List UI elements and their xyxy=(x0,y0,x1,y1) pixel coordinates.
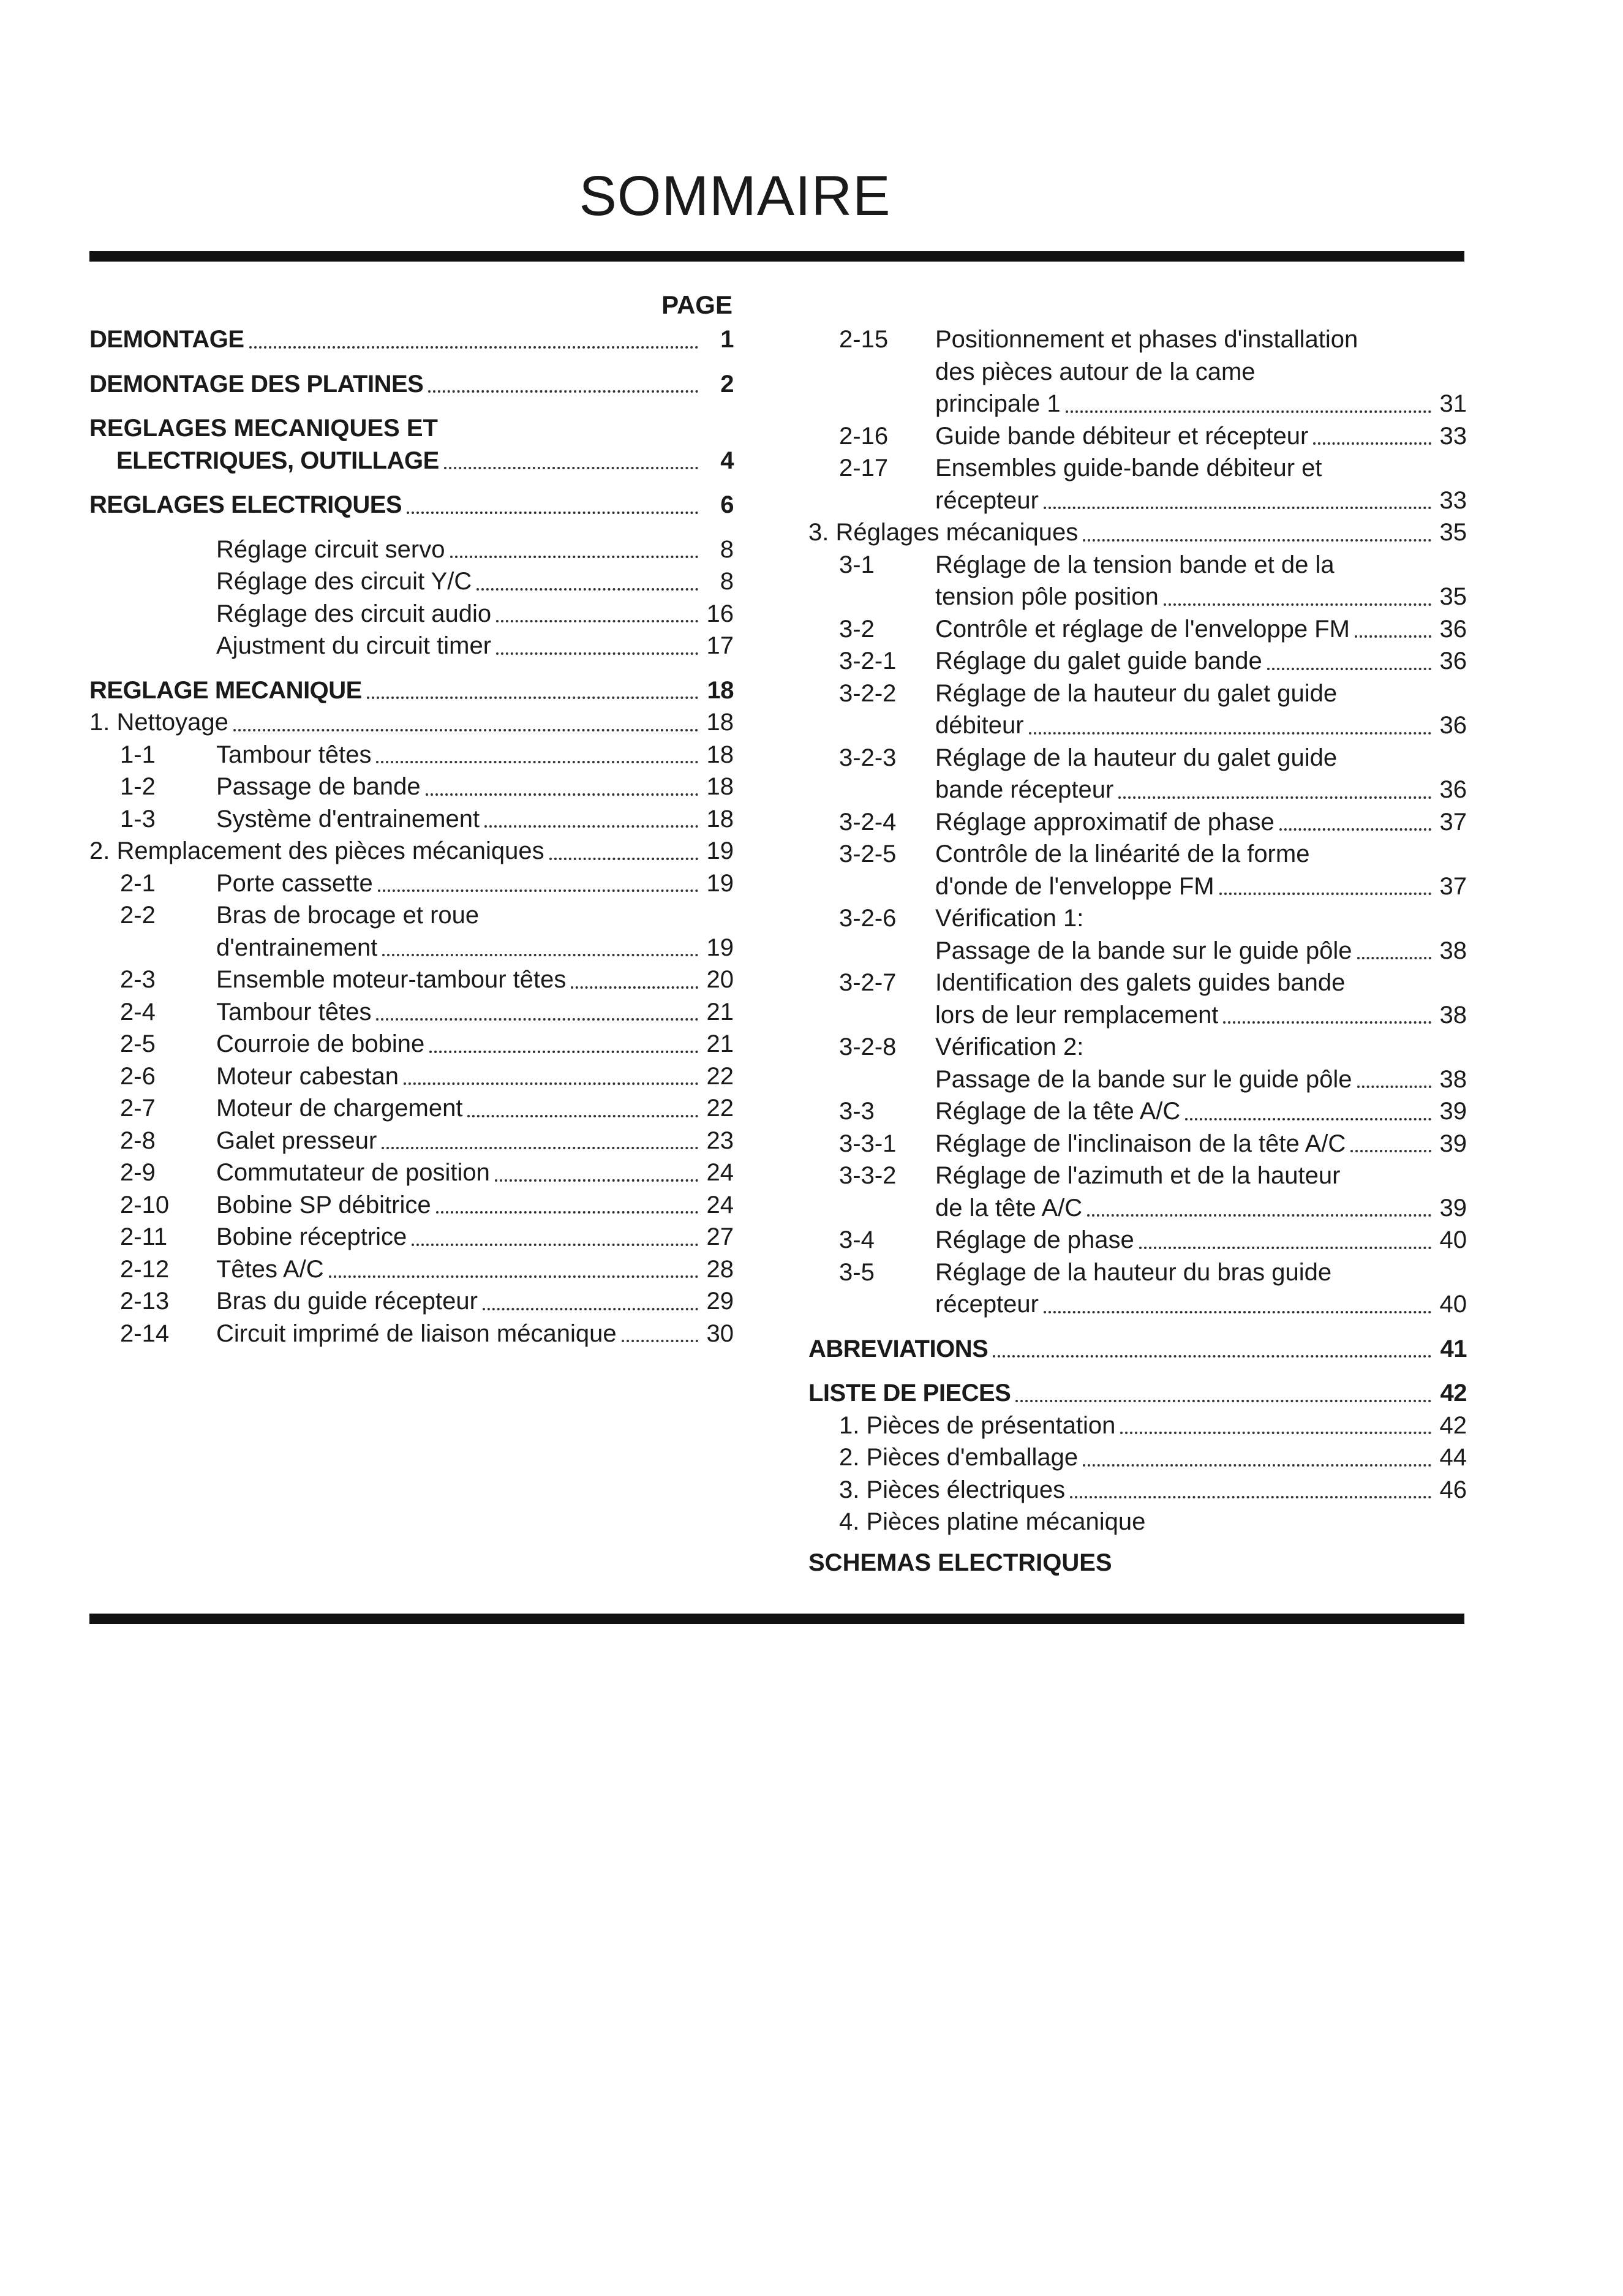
toc-entry-2-5[interactable]: 2-5 Courroie de bobine 21 xyxy=(120,1030,734,1057)
toc-entry-pieces-presentation[interactable]: 1. Pièces de présentation 42 xyxy=(839,1411,1467,1439)
toc-entry-3-2-3-line1: 3-2-3 Réglage de la hauteur du galet guide xyxy=(839,744,1338,771)
toc-entry-3-2-5[interactable]: d'onde de l'enveloppe FM 37 xyxy=(935,872,1467,900)
page-column-header: PAGE xyxy=(661,290,732,319)
toc-entry-3-2-5-line1: 3-2-5 Contrôle de la linéarité de la forme xyxy=(839,840,1310,867)
toc-entry-3-4[interactable]: 3-4 Réglage de phase 40 xyxy=(839,1226,1467,1253)
toc-entry-1-3[interactable]: 1-3 Système d'entrainement 18 xyxy=(120,805,734,833)
toc-entry-3-2-7-line1: 3-2-7 Identification des galets guides bande xyxy=(839,969,1346,996)
toc-entry-2-16[interactable]: 2-16 Guide bande débiteur et récepteur 33 xyxy=(839,422,1467,450)
toc-entry-schemas-electriques[interactable]: SCHEMAS ELECTRIQUES xyxy=(808,1549,1112,1576)
toc-entry-2-11[interactable]: 2-11 Bobine réceptrice 27 xyxy=(120,1223,734,1250)
toc-entry-2-4[interactable]: 2-4 Tambour têtes 21 xyxy=(120,998,734,1025)
toc-entry-2-14[interactable]: 2-14 Circuit imprimé de liaison mécanique 30 xyxy=(120,1320,734,1347)
toc-entry-3-2-7[interactable]: lors de leur remplacement 38 xyxy=(935,1001,1467,1029)
toc-entry-reglage-mecanique[interactable]: REGLAGE MECANIQUE 18 xyxy=(89,676,734,704)
toc-entry-3-5-line1: 3-5 Réglage de la hauteur du bras guide xyxy=(839,1258,1332,1286)
toc-entry-3-2-3[interactable]: bande récepteur 36 xyxy=(935,776,1467,803)
toc-entry-3-2-8[interactable]: Passage de la bande sur le guide pôle 38 xyxy=(935,1065,1467,1093)
toc-entry-nettoyage[interactable]: 1. Nettoyage 18 xyxy=(89,709,734,736)
toc-entry-reglages-meca-elec[interactable]: ELECTRIQUES, OUTILLAGE 4 xyxy=(116,447,734,474)
toc-entry-demontage[interactable]: DEMONTAGE 1 xyxy=(89,326,734,353)
toc-entry-pieces-electriques[interactable]: 3. Pièces électriques 46 xyxy=(839,1476,1467,1503)
toc-entry-3-1[interactable]: tension pôle position 35 xyxy=(935,583,1467,610)
toc-entry-2-8[interactable]: 2-8 Galet presseur 23 xyxy=(120,1127,734,1154)
toc-entry-3-2-6-line1: 3-2-6 Vérification 1: xyxy=(839,905,1084,932)
toc-entry-3-2-4[interactable]: 3-2-4 Réglage approximatif de phase 37 xyxy=(839,808,1467,836)
toc-entry-pieces-platine[interactable]: 4. Pièces platine mécanique xyxy=(839,1508,1146,1535)
toc-entry-3-3-2-line1: 3-3-2 Réglage de l'azimuth et de la hauteur xyxy=(839,1162,1341,1189)
toc-entry-3-2-2-line1: 3-2-2 Réglage de la hauteur du galet guide xyxy=(839,679,1338,707)
toc-entry-liste-pieces[interactable]: LISTE DE PIECES 42 xyxy=(808,1380,1467,1407)
toc-entry-demontage-platines[interactable]: DEMONTAGE DES PLATINES 2 xyxy=(89,370,734,398)
toc-entry-2-17[interactable]: récepteur 33 xyxy=(935,486,1467,514)
toc-entry-2-2-line1: 2-2 Bras de brocage et roue xyxy=(120,902,480,929)
toc-entry-2-2[interactable]: d'entrainement 19 xyxy=(216,934,734,961)
toc-entry-2-9[interactable]: 2-9 Commutateur de position 24 xyxy=(120,1159,734,1186)
toc-entry-reglages-meca-line1: REGLAGES MECANIQUES ET xyxy=(89,415,438,442)
toc-entry-2-15[interactable]: principale 1 31 xyxy=(935,390,1467,417)
toc-entry-3-2-1[interactable]: 3-2-1 Réglage du galet guide bande 36 xyxy=(839,648,1467,674)
toc-entry-3-3-2[interactable]: de la tête A/C 39 xyxy=(935,1194,1467,1222)
toc-entry-timer[interactable]: Ajustment du circuit timer 17 xyxy=(216,632,734,659)
toc-entry-2-3[interactable]: 2-3 Ensemble moteur-tambour têtes 20 xyxy=(120,966,734,993)
toc-entry-2-15-line1: 2-15 Positionnement et phases d'installation xyxy=(839,326,1358,353)
toc-right-column: 2-15 Positionnement et phases d'installation des pièces autour de la came principale 1 31 2-16 Guide bande débiteur et récepteur 33 2-17 Ensembles guide-bande débiteur et récepteur 33 3. Réglages mécaniques 35 3-1 Réglage de la tension bande et de la tension pôle position 35 3-2 Contrôle et réglage de l'enveloppe FM 36 3-2-1 Réglage du galet guide bande 36 3-2-2 Réglage de la hauteur du galet guide débiteur 36 3-2-3 Réglage de la hauteur du galet guide bande récepteur 36 3-2-4 Réglage approximatif de phase 37 3-2-5 Contrôle de la linéarité de la forme d'onde de l'enveloppe FM 37 3-2-6 Vérification 1: Passage de la bande sur le guide pôle 38 3-2-7 Identification des galets guides bande lors de leur remplacement 38 3-2-8 Vérification 2: Passage de la bande sur le guide pôle 38 3-3 Réglage de la tête A/C 39 3-3-1 Réglage de l'inclinaison de la tête A/C 39 3-3-2 Réglage de l'azimuth et de la hauteur de la tête A/C 39 3-4 Réglage de phase 40 3-5 Réglage de la hauteur du bras guide récepteur 40 ABREVIATIONS 41 LISTE DE PIECES 42 1. Pièces de présentation 42 2. Pièces d'emballage 44 3. Pièces électriques 46 4. Pièces platine mécanique SCHEMAS ELECTRIQUES xyxy=(808,323,1467,1579)
toc-entry-2-1[interactable]: 2-1 Porte cassette 19 xyxy=(120,869,734,897)
top-divider xyxy=(89,251,1464,262)
toc-entry-2-6[interactable]: 2-6 Moteur cabestan 22 xyxy=(120,1062,734,1090)
toc-entry-3-1-line1: 3-1 Réglage de la tension bande et de la xyxy=(839,551,1335,578)
page-title: SOMMAIRE xyxy=(579,165,891,227)
toc-entry-audio[interactable]: Réglage des circuit audio 16 xyxy=(216,600,734,627)
toc-entry-3-5[interactable]: récepteur 40 xyxy=(935,1291,1467,1318)
toc-entry-3-2-2[interactable]: débiteur 36 xyxy=(935,712,1467,739)
toc-entry-pieces-emballage[interactable]: 2. Pièces d'emballage 44 xyxy=(839,1444,1467,1471)
toc-entry-2-17-line1: 2-17 Ensembles guide-bande débiteur et xyxy=(839,455,1322,481)
toc-left-column xyxy=(89,287,734,1350)
toc-entry-reglages-electriques[interactable]: REGLAGES ELECTRIQUES 6 xyxy=(89,491,734,518)
toc-entry-3-3-1[interactable]: 3-3-1 Réglage de l'inclinaison de la tête A/C 39 xyxy=(839,1130,1467,1157)
toc-entry-3-2[interactable]: 3-2 Contrôle et réglage de l'enveloppe FM 36 xyxy=(839,615,1467,643)
toc-entry-2-13[interactable]: 2-13 Bras du guide récepteur 29 xyxy=(120,1288,734,1315)
toc-entry-2-7[interactable]: 2-7 Moteur de chargement 22 xyxy=(120,1095,734,1122)
toc-entry-1-2[interactable]: 1-2 Passage de bande 18 xyxy=(120,773,734,800)
toc-entry-reglages-mecaniques[interactable]: 3. Réglages mécaniques 35 xyxy=(808,519,1467,546)
toc-entry-1-1[interactable]: 1-1 Tambour têtes 18 xyxy=(120,741,734,768)
toc-entry-2-12[interactable]: 2-12 Têtes A/C 28 xyxy=(120,1255,734,1283)
toc-entry-3-2-6[interactable]: Passage de la bande sur le guide pôle 38 xyxy=(935,937,1467,964)
toc-entry-abreviations[interactable]: ABREVIATIONS 41 xyxy=(808,1335,1467,1362)
toc-entry-remplacement[interactable]: 2. Remplacement des pièces mécaniques 19 xyxy=(89,837,734,864)
toc-entry-yc[interactable]: Réglage des circuit Y/C 8 xyxy=(216,568,734,595)
toc-entry-2-10[interactable]: 2-10 Bobine SP débitrice 24 xyxy=(120,1191,734,1218)
toc-entry-servo[interactable]: Réglage circuit servo 8 xyxy=(216,535,734,563)
toc-entry-3-2-8-line1: 3-2-8 Vérification 2: xyxy=(839,1033,1084,1060)
toc-entry-3-3[interactable]: 3-3 Réglage de la tête A/C 39 xyxy=(839,1098,1467,1125)
bottom-divider xyxy=(89,1614,1464,1624)
